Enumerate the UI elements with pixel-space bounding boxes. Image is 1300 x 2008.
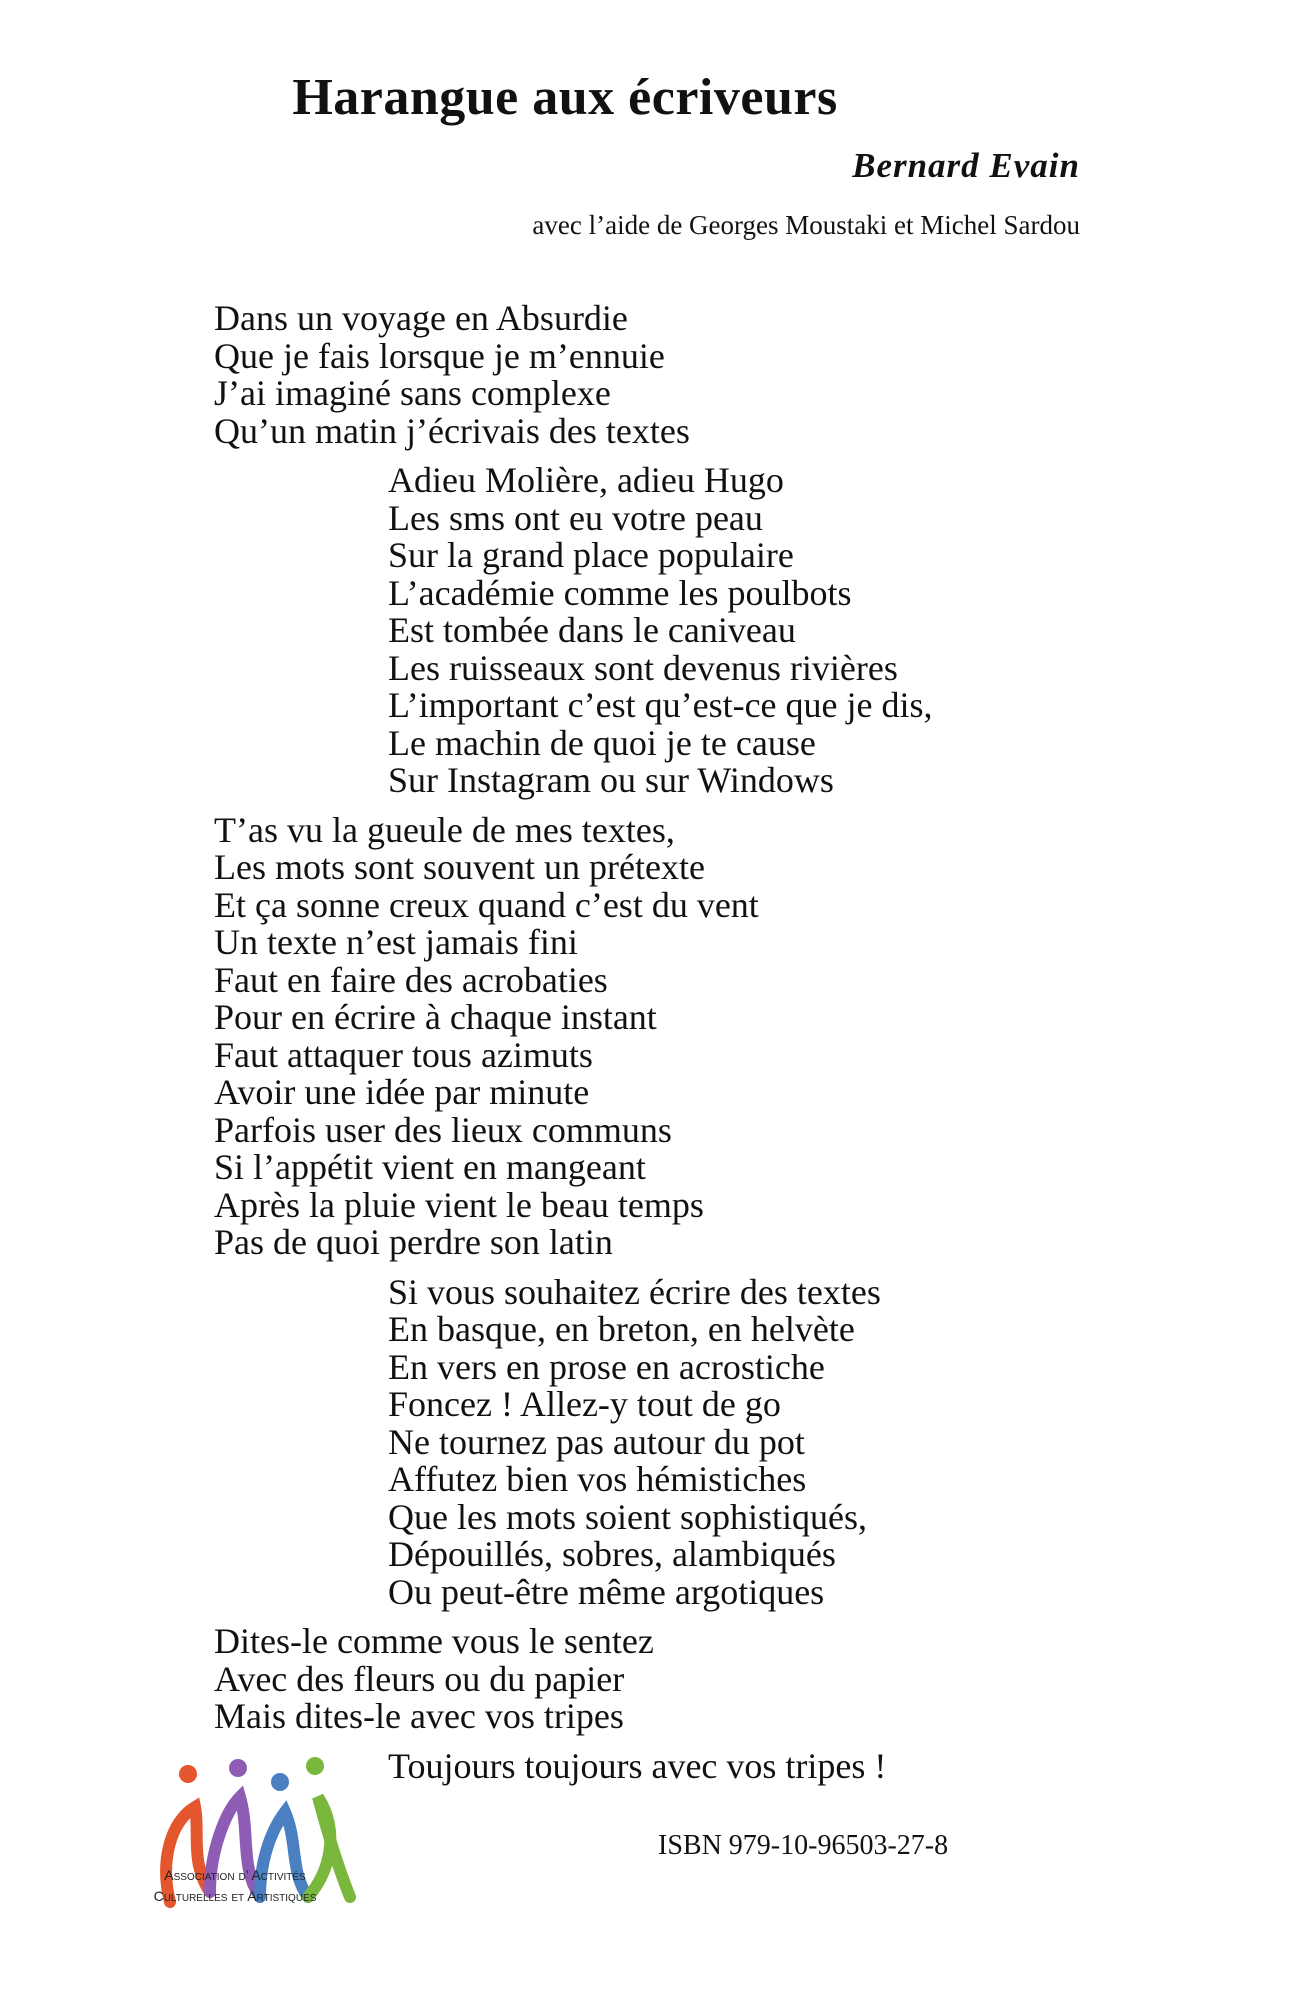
poem-line: Les mots sont souvent un prétexte [214,847,705,887]
poem-line: Les ruisseaux sont devenus rivières [388,647,898,688]
poem-line: Si vous souhaitez écrire des textes [388,1271,881,1312]
poem-line: J’ai imaginé sans complexe [214,373,611,413]
stanza-indented [214,462,1114,800]
poem-line: Qu’un matin j’écrivais des textes [214,410,690,451]
isbn-number: ISBN 979-10-96503-27-8 [658,1830,949,1861]
poem-line: Ou peut-être même argotiques [388,1571,825,1612]
poem-line: Dites-le comme vous le sentez [214,1621,654,1661]
poem-line: Si l’appétit vient en mangeant [214,1147,646,1187]
poem-line: Que je fais lorsque je m’ennuie [214,335,665,376]
poem-line: Avoir une idée par minute [214,1072,590,1112]
poem-line: Foncez ! Allez-y tout de go [388,1384,781,1424]
poem-line: En basque, en breton, en helvète [388,1309,855,1349]
poem-line: Toujours toujours avec vos tripes ! [388,1745,887,1786]
logo-head-red [179,1765,197,1783]
poem-line: Sur Instagram ou sur Windows [388,760,834,800]
logo-head-blue [271,1773,289,1791]
stanza [214,300,1114,450]
credit-line: avec l’aide de Georges Moustaki et Michel Sardou [532,210,1080,240]
poem-line: Pour en écrire à chaque instant [214,997,657,1037]
poem-line: Mais dites-le avec vos tripes [214,1696,624,1736]
poem-line: Le machin de quoi je te cause [388,722,816,763]
poem-line: Faut attaquer tous azimuts [214,1034,593,1075]
author-name: Bernard Evain [852,146,1080,185]
stanza [214,1623,1114,1736]
poem-line: Parfois user des lieux communs [214,1109,672,1150]
poem-line: Après la pluie vient le beau temps [214,1184,704,1225]
stanza-indented [214,1271,1114,1612]
poem-line: En vers en prose en acrostiche [388,1346,825,1387]
poem-line: Pas de quoi perdre son latin [214,1222,613,1262]
poem-line: Affutez bien vos hémistiches [388,1459,807,1499]
poem-line: L’académie comme les poulbots [388,572,852,613]
poem-line: Sur la grand place populaire [388,535,794,575]
stanza [214,809,1114,1262]
poem-line: Faut en faire des acrobaties [214,959,608,1000]
poem-line: Ne tournez pas autour du pot [388,1421,805,1462]
page-title: Harangue aux écriveurs [292,69,838,126]
logo-head-purple [229,1759,247,1777]
poem-line: Avec des fleurs ou du papier [214,1658,625,1699]
logo-line-2: Culturelles et Artistiques [153,1888,317,1904]
poem-line: Les sms ont eu votre peau [388,497,763,538]
logo-caption [105,1865,365,1907]
logo-line-1: Association d’ Activités [164,1867,306,1883]
poem-line: Et ça sonne creux quand c’est du vent [214,884,759,925]
poem-line: Que les mots soient sophistiqués, [388,1496,867,1537]
poem-line: Est tombée dans le caniveau [388,610,796,650]
poem-line: T’as vu la gueule de mes textes, [214,809,675,850]
poem-line: Dépouillés, sobres, alambiqués [388,1534,836,1574]
poem-body [214,300,1114,1785]
poem-line: Adieu Molière, adieu Hugo [388,460,784,500]
poem-line: Dans un voyage en Absurdie [214,298,628,338]
logo-head-green [306,1757,324,1775]
poem-line: L’important c’est qu’est-ce que je dis, [388,685,933,725]
poem-line: Un texte n’est jamais fini [214,922,578,962]
